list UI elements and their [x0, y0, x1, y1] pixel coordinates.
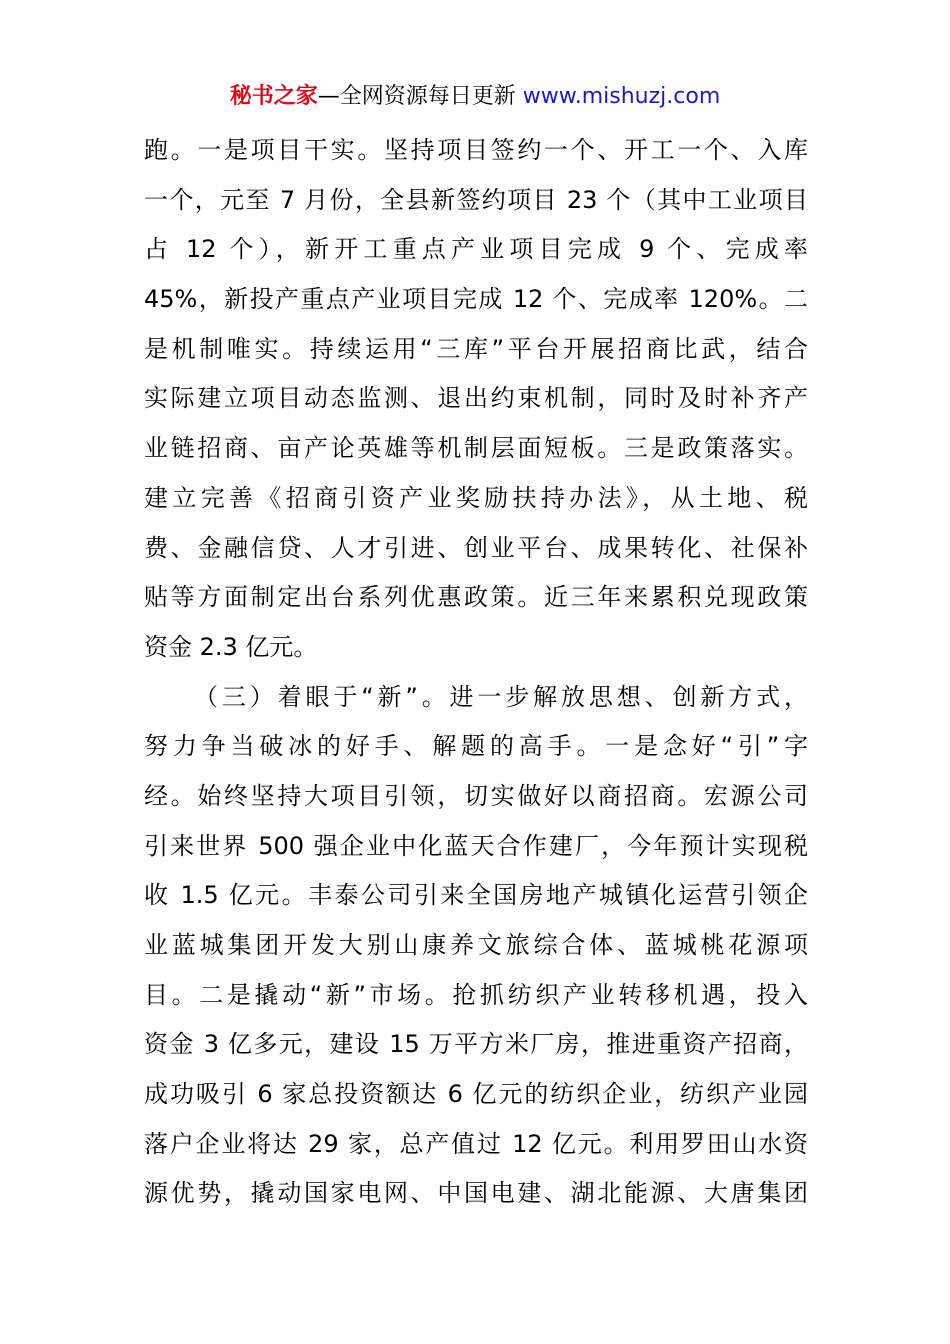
text-line: 收 1.5 亿元。丰泰公司引来全国房地产城镇化运营引领企	[144, 881, 808, 910]
text-line: 源优势，撬动国家电网、中国电建、湖北能源、大唐集团	[144, 1179, 808, 1208]
text-line: 费、金融信贷、人才引进、创业平台、成果转化、社保补	[144, 533, 808, 562]
text-line: 业链招商、亩产论英雄等机制层面短板。三是政策落实。	[144, 434, 808, 463]
text-line: 资金 2.3 亿元。	[144, 632, 318, 661]
text-line: 45%，新投产重点产业项目完成 12 个、完成率 120%。二	[144, 285, 808, 314]
header-tagline: —全网资源每日更新	[317, 84, 516, 109]
text-line: 目。二是撬动“新”市场。抢抓纺织产业转移机遇，投入	[144, 980, 808, 1009]
text-line: 成功吸引 6 家总投资额达 6 亿元的纺织企业，纺织产业园	[144, 1080, 808, 1109]
text-line: 业蓝城集团开发大别山康养文旅综合体、蓝城桃花源项	[144, 931, 808, 959]
text-line: 是机制唯实。持续运用“三库”平台开展招商比武，结合	[144, 334, 808, 363]
text-line: 落户企业将达 29 家，总产值过 12 亿元。利用罗田山水资	[144, 1129, 808, 1158]
text-line: 建立完善《招商引资产业奖励扶持办法》，从土地、税	[144, 483, 808, 512]
section-heading-line: （三）着眼于“新”。进一步解放思想、创新方式，	[194, 682, 808, 711]
text-line: 占 12 个），新开工重点产业项目完成 9 个、完成率	[144, 235, 808, 264]
text-line: 实际建立项目动态监测、退出约束机制，同时及时补齐产	[144, 384, 808, 413]
text-line: 贴等方面制定出台系列优惠政策。近三年来累积兑现政策	[144, 583, 808, 612]
text-line: 努力争当破冰的好手、解题的高手。一是念好“引”字	[144, 732, 808, 761]
document-body	[144, 126, 808, 1219]
text-line: 资金 3 亿多元，建设 15 万平方米厂房，推进重资产招商，	[144, 1030, 808, 1059]
text-line: 跑。一是项目干实。坚持项目签约一个、开工一个、入库	[144, 136, 808, 164]
brand-name: 秘书之家	[229, 84, 318, 109]
text-line: 经。始终坚持大项目引领，切实做好以商招商。宏源公司	[144, 781, 808, 810]
text-line: 引来世界 500 强企业中化蓝天合作建厂，今年预计实现税	[144, 831, 808, 860]
website-link[interactable]: www.mishuzj.com	[515, 84, 721, 109]
text-line: 一个，元至 7 月份，全县新签约项目 23 个（其中工业项目	[144, 185, 808, 214]
site-header	[0, 82, 950, 112]
